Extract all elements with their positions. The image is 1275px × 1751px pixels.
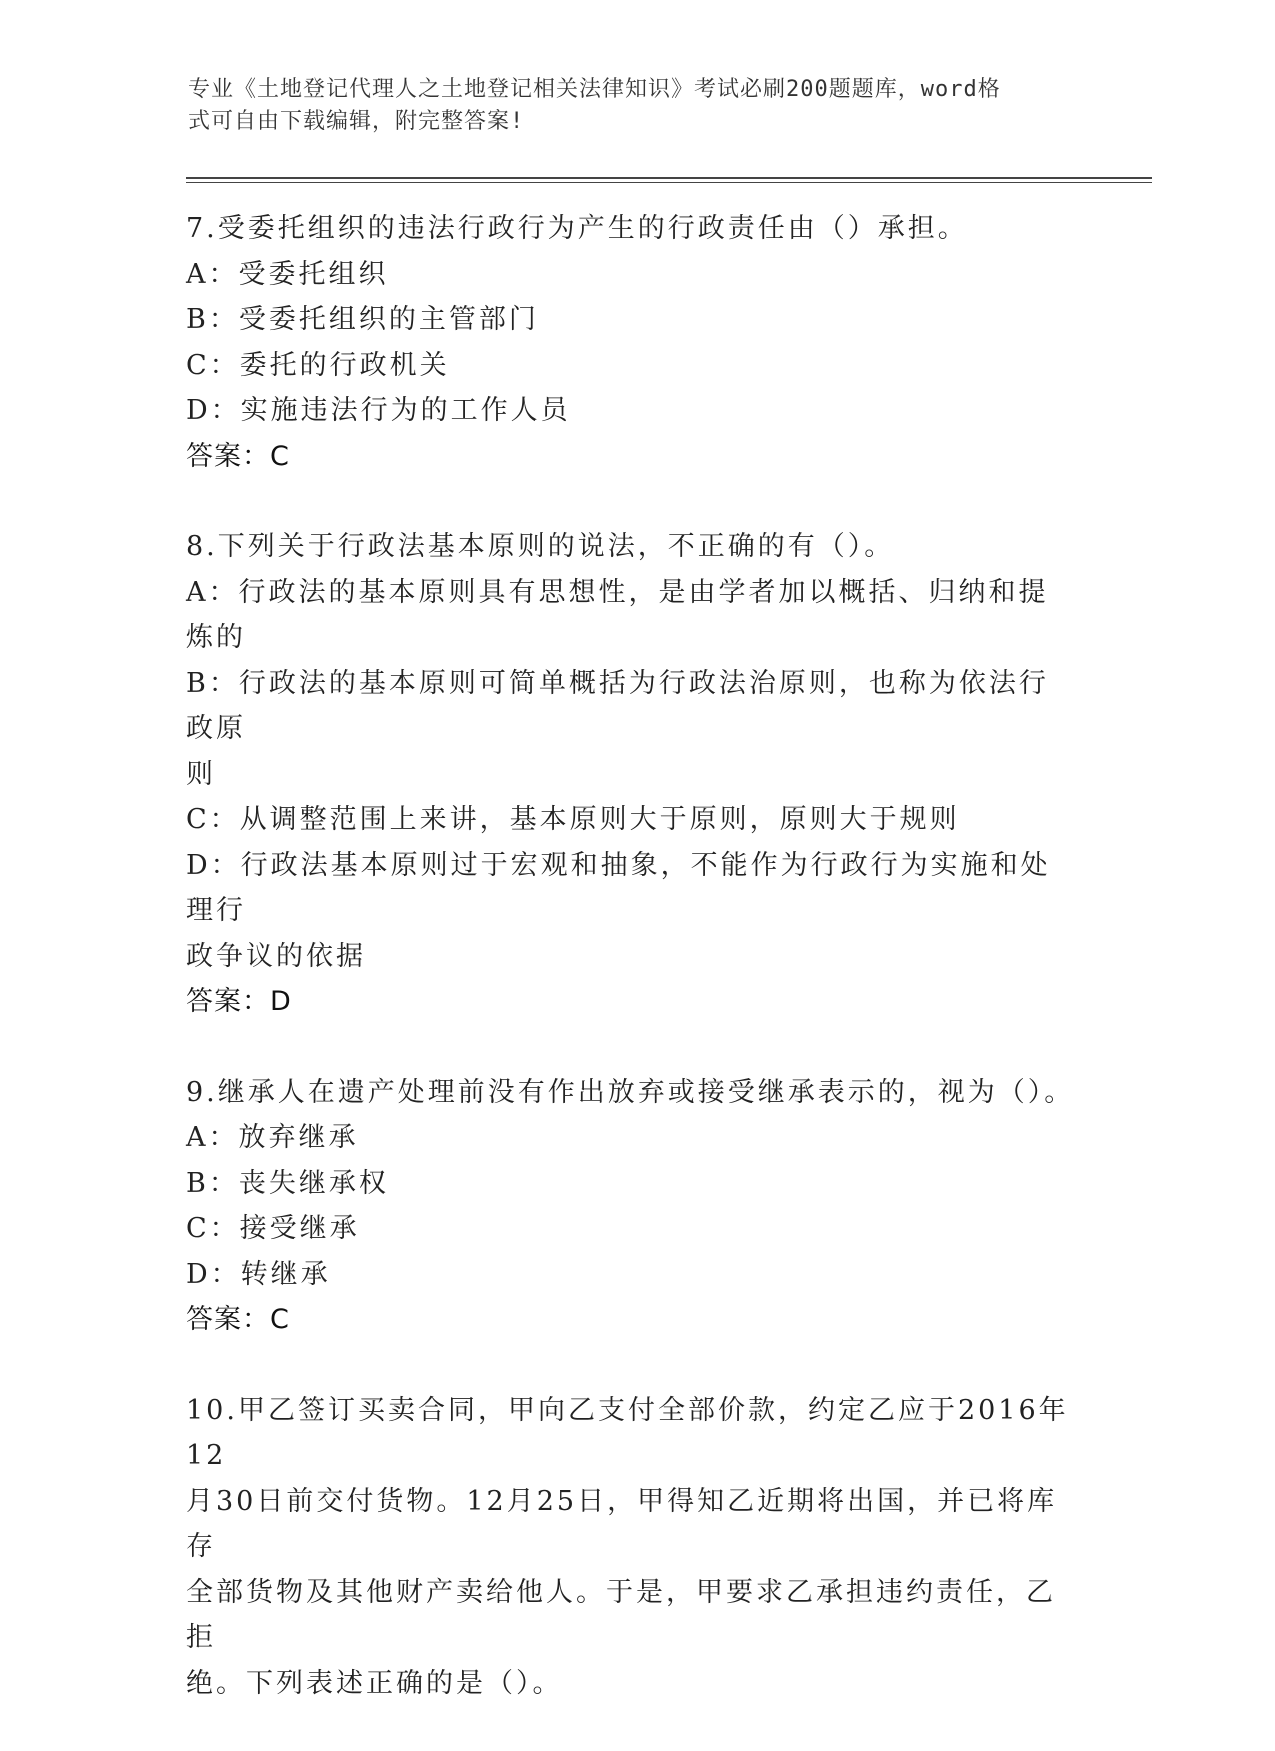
header-divider [186,177,1152,179]
question-stem: 10.甲乙签订买卖合同，甲向乙支付全部价款，约定乙应于2016年12 [186,1394,1069,1471]
question-block [186,1070,1076,1343]
answer-option: B：受委托组织的主管部门 [186,304,539,335]
header-line: 式可自由下载编辑，附完整答案! [188,109,525,134]
answer-key: 答案：C [186,440,290,472]
question-block [186,206,1076,479]
header-line: 专业《土地登记代理人之土地登记相关法律知识》考试必刷200题题库，word格 [188,77,1001,102]
answer-option: 政争议的依据 [186,940,366,972]
question-stem: 9.继承人在遗产处理前没有作出放弃或接受继承表示的，视为（）。 [186,1076,1075,1108]
question-stem: 7.受委托组织的违法行政行为产生的行政责任由（）承担。 [186,213,968,244]
answer-option: A：放弃继承 [186,1122,359,1153]
question-block [186,524,1076,1025]
answer-option: B：行政法的基本原则可简单概括为行政法治原则，也称为依法行政原 [186,667,1049,744]
answer-option: 则 [186,758,216,790]
question-stem: 绝。下列表述正确的是（）。 [186,1667,563,1699]
answer-option: D：转继承 [186,1258,331,1290]
answer-option: D：实施违法行为的工作人员 [186,395,571,426]
answer-option: B：丧失继承权 [186,1167,389,1199]
answer-option: A：受委托组织 [186,258,389,290]
question-stem: 月30日前交付货物。12月25日，甲得知乙近期将出国，并已将库存 [186,1485,1058,1562]
answer-option: A：行政法的基本原则具有思想性，是由学者加以概括、归纳和提炼的 [186,576,1049,653]
answer-option: C：从调整范围上来讲，基本原则大于原则，原则大于规则 [186,804,960,835]
answer-option: C：委托的行政机关 [186,349,450,381]
question-stem: 8.下列关于行政法基本原则的说法，不正确的有（）。 [186,531,895,562]
question-list [186,206,1076,1751]
answer-key: 答案：D [186,986,292,1017]
answer-option: D：行政法基本原则过于宏观和抽象，不能作为行政行为实施和处理行 [186,849,1051,926]
answer-key: 答案：C [186,1304,290,1335]
header-divider-thin [186,182,1152,183]
document-header [188,74,1068,138]
answer-option: C：接受继承 [186,1213,360,1244]
question-block [186,1388,1076,1707]
question-stem: 全部货物及其他财产卖给他人。于是，甲要求乙承担违约责任，乙拒 [186,1576,1056,1653]
